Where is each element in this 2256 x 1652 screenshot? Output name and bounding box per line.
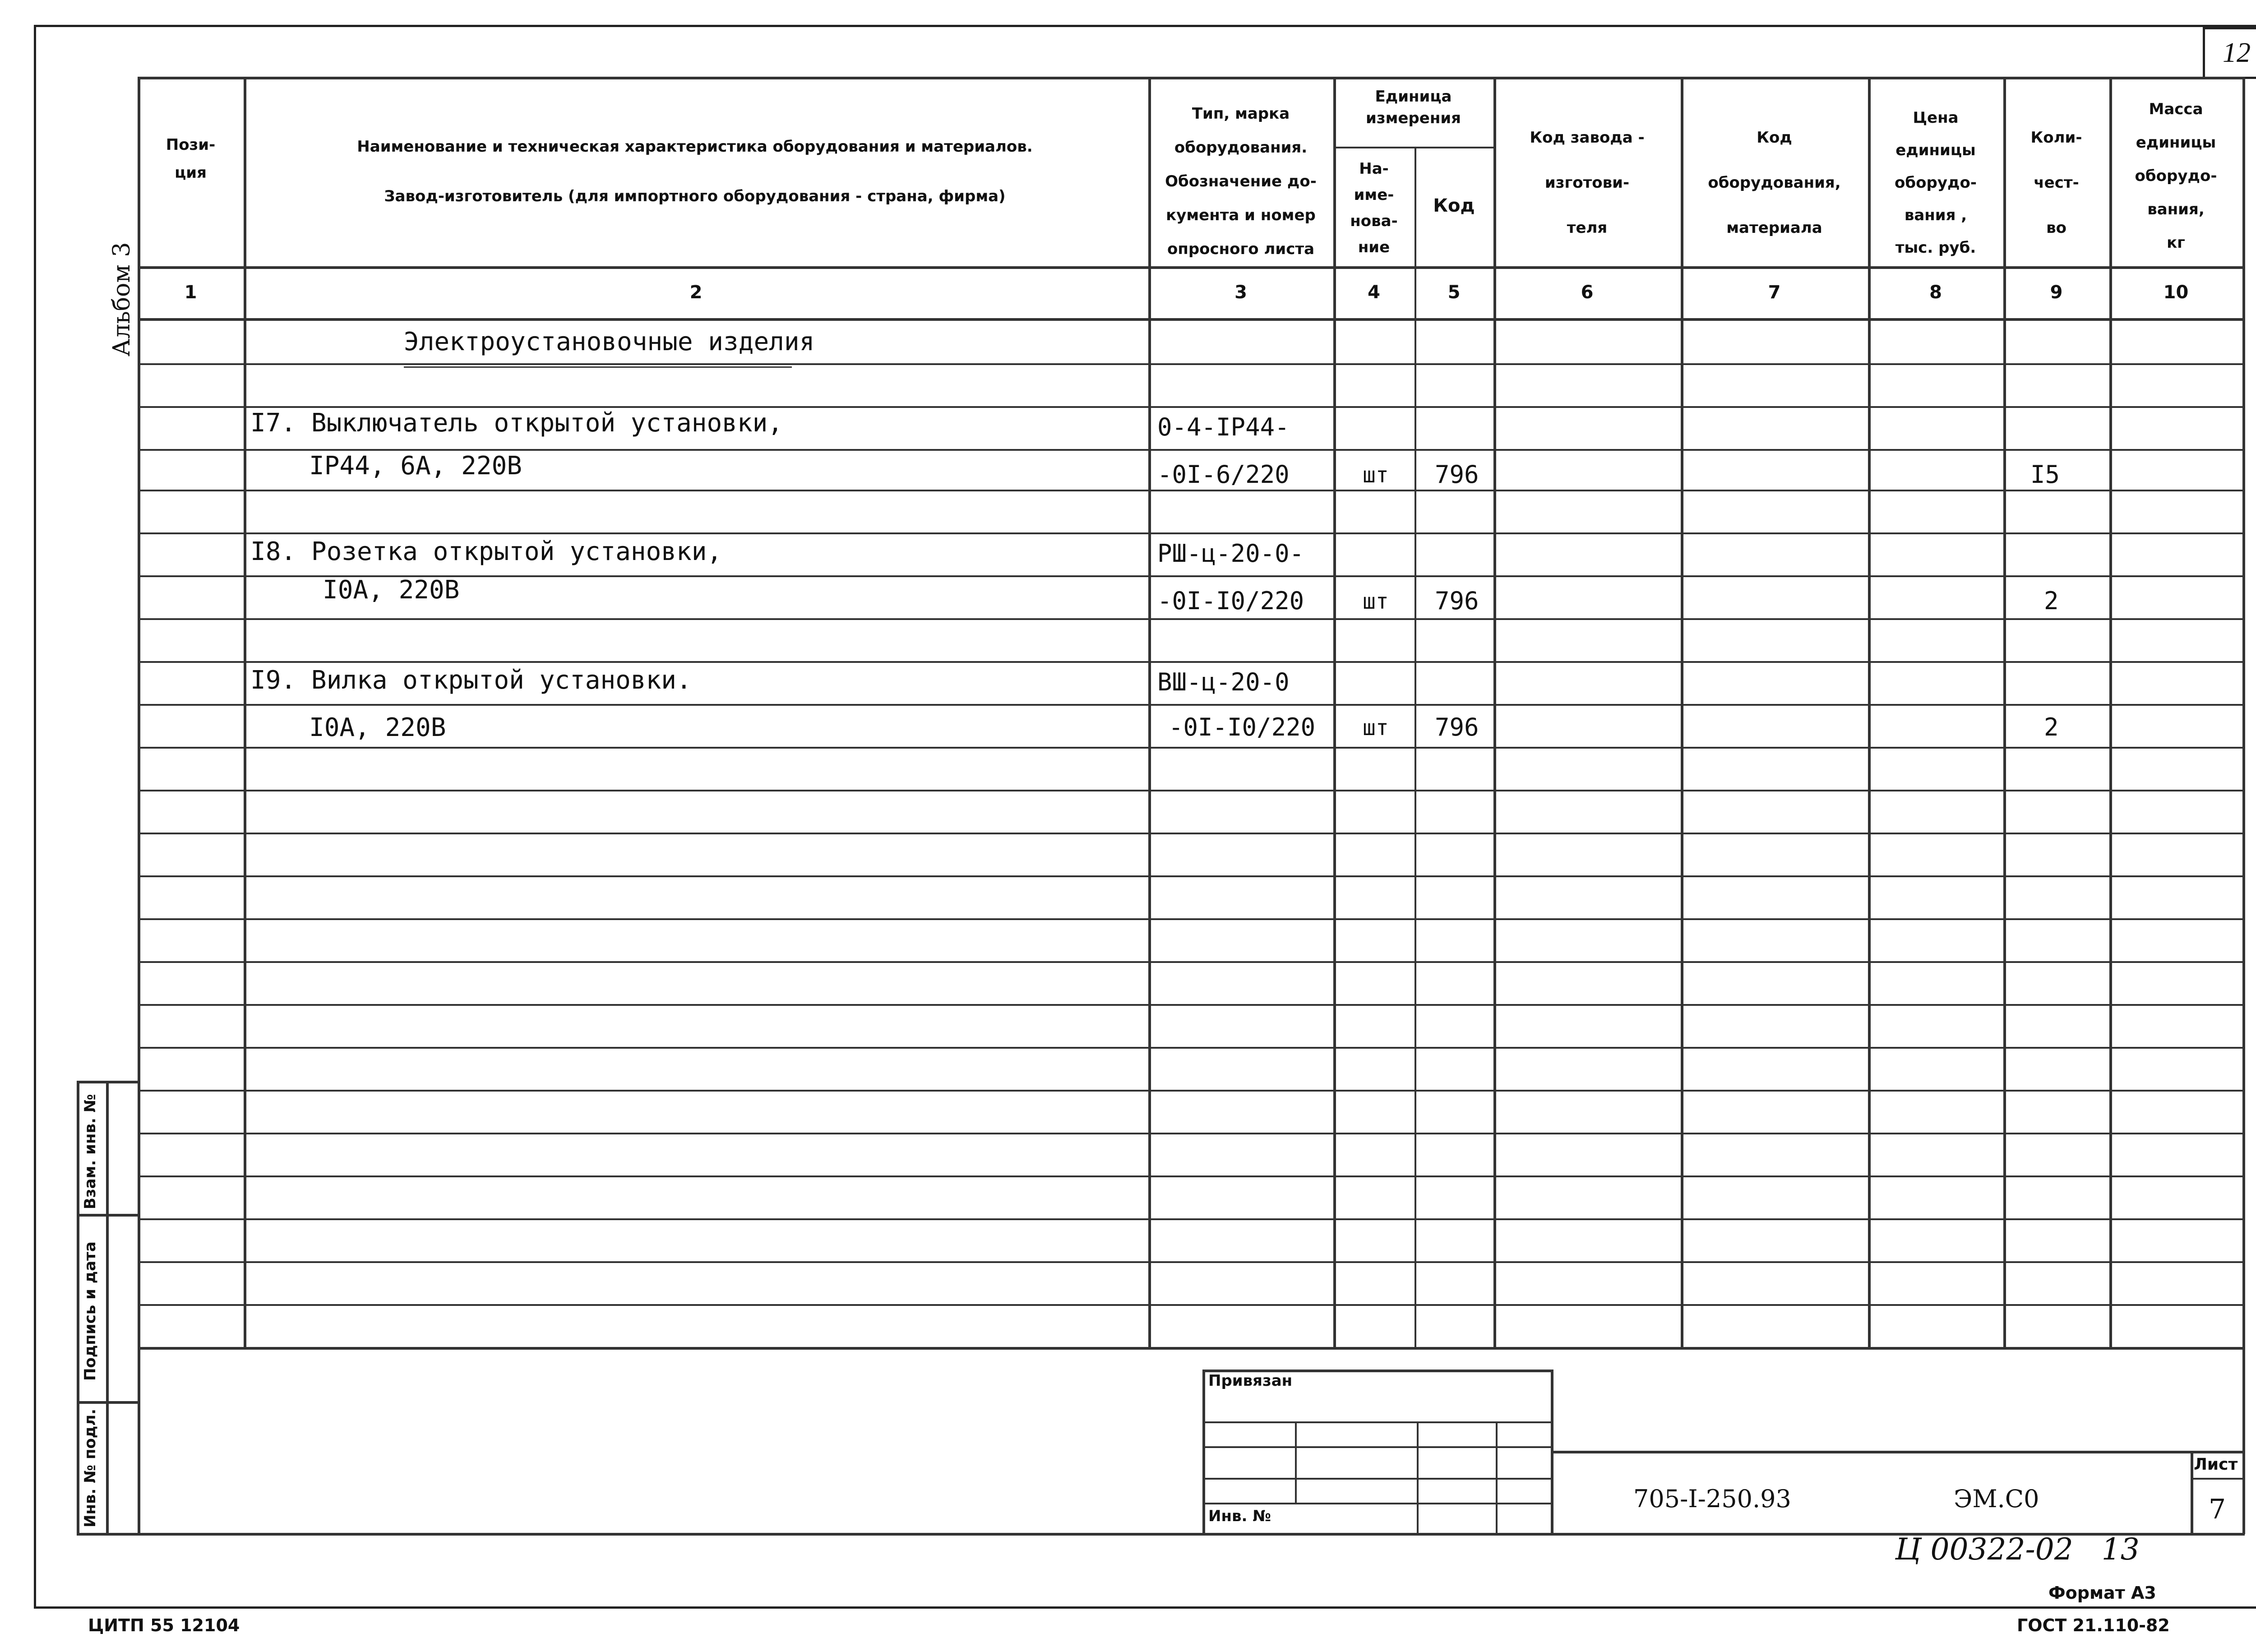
inventory-number-label: Инв. № xyxy=(1208,1507,1271,1525)
column-number: 4 xyxy=(1368,282,1380,303)
column-number: 8 xyxy=(1929,282,1942,303)
replacement-inventory-label: Взам. инв. № xyxy=(81,1094,99,1209)
item-type-line1: 0-4-IP44- xyxy=(1157,413,1290,441)
header-plant-code: Код завода - изготови- теля xyxy=(1530,129,1645,237)
handwritten-code: Ц 00322-02 13 xyxy=(1895,1532,2140,1567)
header-type: Тип, марка оборудования. Обозначение до- кумента и номер опросного листа xyxy=(1165,105,1317,258)
column-number: 1 xyxy=(184,282,197,303)
item-name-line2: I0А, 220В xyxy=(323,575,460,605)
column-number: 2 xyxy=(689,282,703,303)
item-unit: шт xyxy=(1363,463,1389,488)
item-type-line2: -0I-6/220 xyxy=(1157,460,1290,489)
item-type-line1: ВШ-ц-20-0 xyxy=(1157,668,1290,696)
item-quantity: 2 xyxy=(2044,587,2059,615)
item-unit: шт xyxy=(1363,715,1389,740)
document-code: 705-I-250.93 xyxy=(1633,1485,1791,1513)
item-unit: шт xyxy=(1363,589,1389,614)
header-equipment-code: Код оборудования, материала xyxy=(1708,129,1841,237)
item-type-line2: -0I-I0/220 xyxy=(1157,587,1304,615)
column-number: 9 xyxy=(2050,282,2063,303)
bound-label: Привязан xyxy=(1208,1372,1293,1390)
column-number: 6 xyxy=(1581,282,1594,303)
document-mark: ЭМ.С0 xyxy=(1954,1485,2039,1513)
signature-date-label: Подпись и дата xyxy=(81,1241,99,1381)
album-label: Альбом 3 xyxy=(108,242,135,356)
header-unit-code: Код xyxy=(1433,195,1475,216)
format-label: Формат А3 xyxy=(2048,1583,2156,1603)
column-number: 7 xyxy=(1768,282,1781,303)
sheet-number: 7 xyxy=(2209,1494,2226,1525)
footer-left-code: ЦИТП 55 12104 xyxy=(88,1615,240,1635)
item-unit-code: 796 xyxy=(1435,460,1479,489)
sheet-corner-number: 12 xyxy=(2203,27,2256,79)
header-name: Наименование и техническая характеристика оборудования и материалов. Завод-изготовитель (для импортного оборудования - страна, фирма) xyxy=(357,138,1033,205)
header-price: Цена единицы оборудо- вания , тыс. руб. xyxy=(1895,109,1977,257)
item-name-line1: I8. Розетка открытой установки, xyxy=(250,537,722,566)
item-name-line1: I7. Выключатель открытой установки, xyxy=(250,408,783,438)
item-unit-code: 796 xyxy=(1435,713,1479,741)
item-quantity: I5 xyxy=(2030,460,2060,489)
footer-standard: ГОСТ 21.110-82 xyxy=(2017,1615,2170,1635)
header-position: Пози- ция xyxy=(166,136,216,182)
item-name-line2: IP44, 6А, 220В xyxy=(309,451,522,481)
item-name-line1: I9. Вилка открытой установки. xyxy=(250,666,692,695)
item-quantity: 2 xyxy=(2044,713,2059,741)
item-name-line2: I0А, 220В xyxy=(309,713,446,742)
column-number: 10 xyxy=(2163,282,2189,303)
original-inventory-label: Инв. № подл. xyxy=(81,1408,99,1527)
column-number: 3 xyxy=(1234,282,1247,303)
section-title: Электроустановочные изделия xyxy=(404,327,815,356)
header-unit-name: На- име- нова- ние xyxy=(1350,160,1398,256)
header-mass: Масса единицы оборудо- вания, кг xyxy=(2135,100,2217,252)
item-unit-code: 796 xyxy=(1435,587,1479,615)
column-number: 5 xyxy=(1447,282,1461,303)
header-unit-group: Единица измерения xyxy=(1366,88,1461,127)
header-quantity: Коли- чест- во xyxy=(2030,129,2082,237)
item-type-line2: -0I-I0/220 xyxy=(1169,713,1316,741)
item-type-line1: РШ-ц-20-0- xyxy=(1157,539,1304,568)
sheet-label: Лист xyxy=(2194,1455,2238,1474)
